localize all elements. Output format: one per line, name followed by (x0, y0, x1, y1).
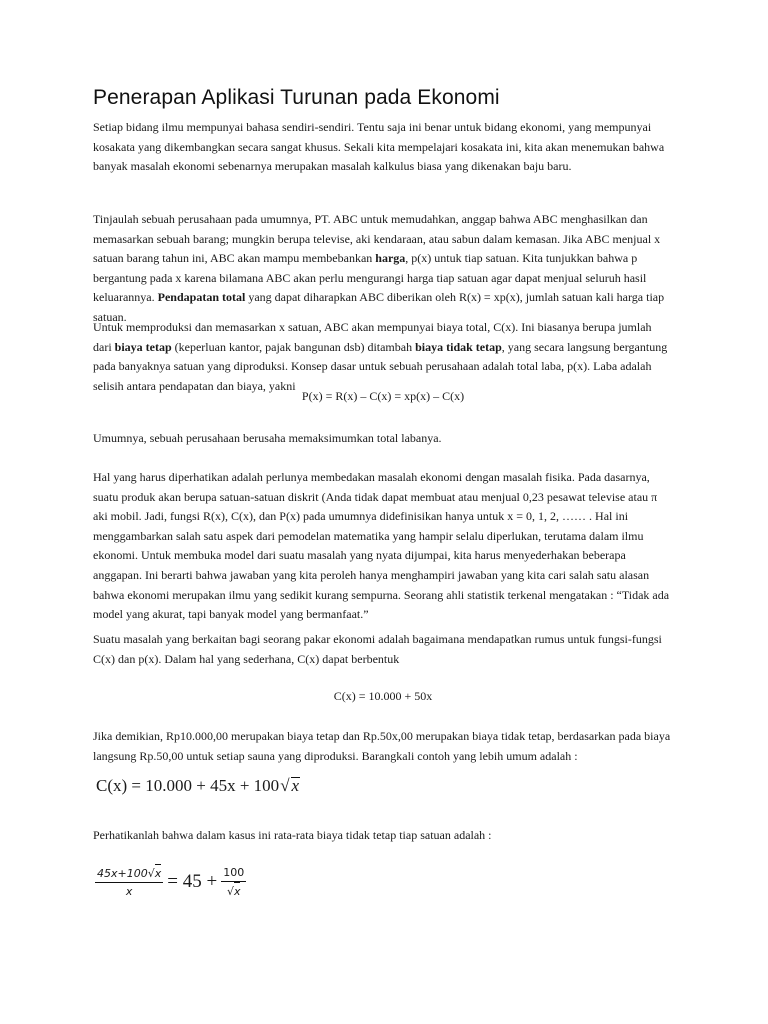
paragraph-average-cost: Perhatikanlah bahwa dalam kasus ini rata-rata biaya tidak tetap tiap satuan adalah : (93, 828, 492, 842)
formula-general-cost (96, 776, 300, 796)
bold-term-biaya-tetap: biaya tetap (114, 339, 172, 354)
radicand: x (234, 882, 241, 900)
radicand: x (291, 776, 300, 795)
bold-term-biaya-tidak-tetap: biaya tidak tetap (415, 339, 502, 354)
text-span: (keperluan kantor, pajak bangunan dsb) ditambah (171, 339, 416, 354)
paragraph-cost-formula: Suatu masalah yang berkaitan bagi seorang pakar ekonomi adalah bagaimana mendapatkan rumus untuk fungsi-fungsi C(x) dan p(x). Dalam hal yang sederhana, C(x) dapat berbentuk (93, 632, 662, 666)
text-span: , p(x) untuk tiap satuan. Kita tunjukkan bahwa p bergantung pada x karena bilamana ABC akan perlu mengurangi harga tiap satuan agar dapat menjual seluruh hasil keluarannya. (93, 251, 647, 305)
fraction-denominator (225, 882, 243, 900)
fraction-numerator (95, 864, 163, 883)
radicand: x (155, 864, 162, 882)
formula-average-cost (95, 864, 246, 900)
equals-expression: = 45 + (167, 871, 218, 892)
paragraph-example: Jika demikian, Rp10.000,00 merupakan biaya tetap dan Rp.50x,00 merupakan biaya tidak tetap, berdasarkan pada biaya langsung Rp.50,00 untuk setiap sauna yang diproduksi. Barangkali contoh yang lebih umum adalah : (93, 729, 671, 763)
paragraph-discrete: Hal yang harus diperhatikan adalah perlunya membedakan masalah ekonomi dengan masalah fisika. Pada dasarnya, suatu produk akan berupa satuan-satuan diskrit (Anda tidak dapat membuat atau menjual 0,23 pesawat televise atau π aki mobil. Jadi, fungsi R(x), C(x), dan P(x) pada umumnya didefinisikan hanya untuk x = 0, 1, 2, …… . Hal ini menggambarkan salah satu aspek dari pemodelan matematika yang hampir selalu diperlukan, terutama dalam ilmu ekonomi. Untuk membuka model dari suatu masalah yang nyata dijumpai, kita harus menyederhakan beberapa anggapan. Ini berarti bahwa jawaban yang kita peroleh hanya menghampiri jawaban yang kita cari salah satu alasan bahwa ekonomi merupakan ilmu yang sedikit kurang sempurna. Seorang ahli statistik terkenal mengatakan : “Tidak ada model yang akurat, tapi banyak model yang bermanfaat.” (93, 470, 670, 622)
fraction-left (95, 864, 163, 900)
bold-term-harga: harga (375, 251, 406, 266)
bold-term-pendapatan-total: Pendapatan total (157, 290, 246, 305)
text-span: , yang secara langsung bergantung pada banyaknya satuan yang diproduksi. Konsep dasar untuk sebuah perusahaan adalah total laba, p(x). Laba adalah selisih antara pendapatan dan biaya, yakni (93, 339, 668, 393)
paragraph-company (93, 210, 673, 328)
fraction-denominator: x (125, 885, 133, 898)
numerator-text: 45x+100 (97, 867, 148, 880)
paragraph-costs (93, 318, 673, 396)
formula-lhs: C(x) = 10.000 + 45x + 100 (96, 776, 280, 795)
formula-profit: P(x) = R(x) – C(x) = xp(x) – C(x) (301, 389, 465, 403)
text-span: yang dapat diharapkan ABC diberikan oleh R(x) = xp(x), jumlah satuan kali harga tiap satuan. (93, 290, 665, 324)
paragraph-intro: Setiap bidang ilmu mempunyai bahasa sendiri-sendiri. Tentu saja ini benar untuk bidang ekonomi, yang mempunyai kosakata yang dikembangkan secara sangat khusus. Sekali kita mempelajari kosakata ini, kita akan menemukan bahwa banyak masalah ekonomi sebenarnya merupakan masalah kalkulus biasa yang dikenakan baju baru. (93, 120, 665, 174)
fraction-right (221, 864, 246, 900)
radical-sign: √ (280, 776, 290, 795)
formula-simple-cost: C(x) = 10.000 + 50x (333, 689, 433, 703)
text-span: Tinjaulah sebuah perusahaan pada umumnya, PT. ABC untuk memudahkan, anggap bahwa ABC menghasilkan dan memasarkan sebuah barang; mungkin berupa televise, aki kendaraan, atau sabun dalam kemasan. Jika ABC menjual x satuan barang tahun ini, ABC akan mampu membebankan (93, 212, 661, 266)
radical-sign: √ (147, 867, 155, 880)
paragraph-maximize: Umumnya, sebuah perusahaan berusaha memaksimumkan total labanya. (93, 431, 442, 445)
page-title: Penerapan Aplikasi Turunan pada Ekonomi (93, 86, 500, 109)
fraction-numerator: 100 (221, 864, 246, 882)
radical-sign: √ (226, 885, 234, 898)
text-span: Untuk memproduksi dan memasarkan x satuan, ABC akan mempunyai biaya total, C(x). Ini biasanya berupa jumlah dari (93, 320, 652, 354)
